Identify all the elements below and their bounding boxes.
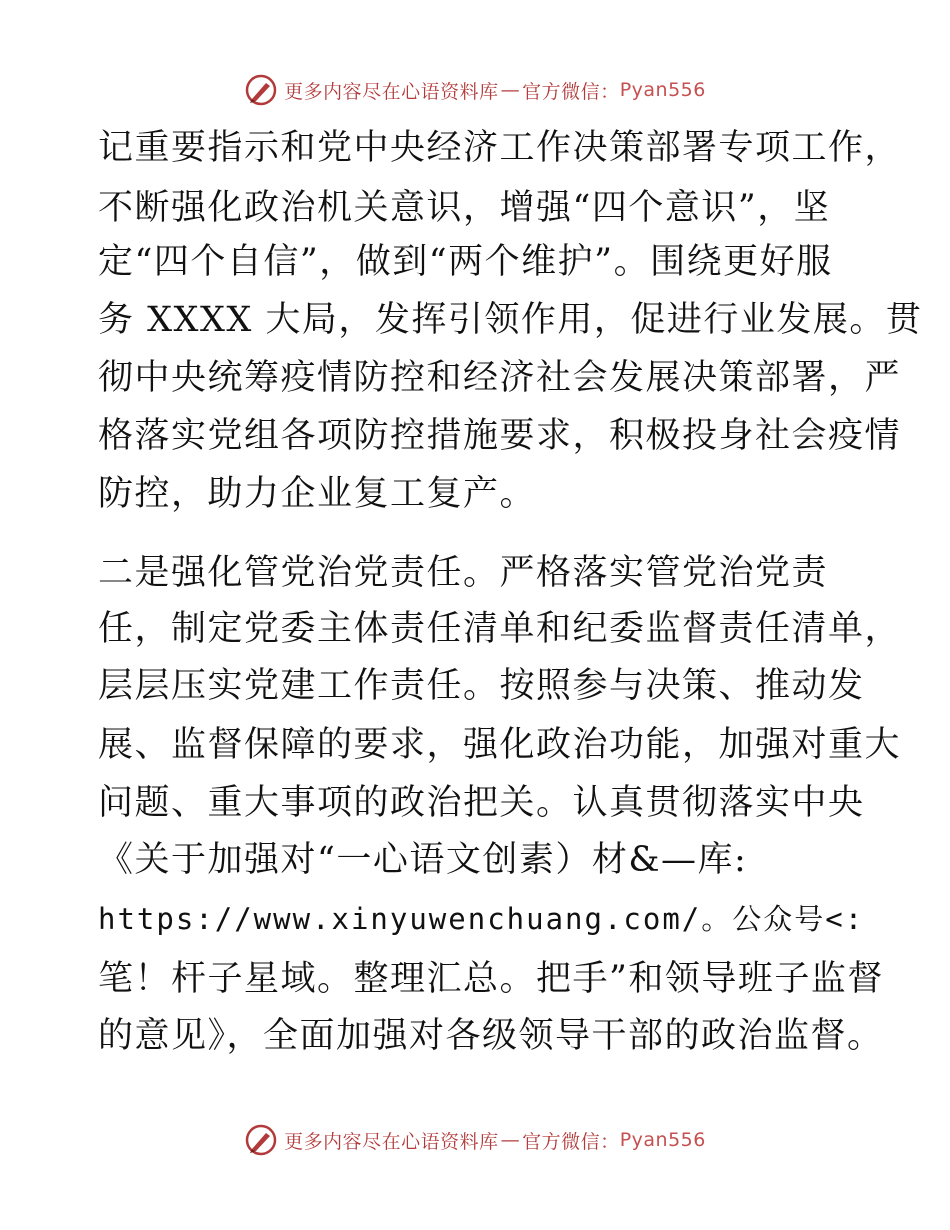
- text-line: 问题、重大事项的政治把关。认真贯彻落实中央: [98, 783, 865, 823]
- text-line: 防控，助力企业复工复产。: [98, 474, 537, 514]
- watermark-dash: —: [500, 1129, 521, 1151]
- watermark-main-text: 更多内容尽在心语资料库: [284, 80, 499, 103]
- watermark-dash: —: [500, 79, 521, 101]
- pen-logo-icon: [244, 73, 278, 107]
- text-line: 层层压实党建工作责任。按照参与决策、推动发: [98, 666, 865, 706]
- text-line: 的意见》，全面加强对各级领导干部的政治监督。: [98, 1016, 884, 1056]
- pen-logo-icon: [244, 1123, 278, 1157]
- watermark-wechat-id: Pyan556: [619, 1129, 706, 1151]
- text-line: 记重要指示和党中央经济工作决策部署专项工作，: [98, 128, 902, 168]
- url-text-line: https://www.xinyuwenchuang.com/。公众号<:: [98, 902, 865, 936]
- text-line: 定“四个自信”，做到“两个维护”。围绕更好服: [98, 242, 833, 282]
- text-line: 务 XXXX 大局，发挥引领作用，促进行业发展。贯: [98, 300, 923, 340]
- text-line: 任，制定党委主体责任清单和纪委监督责任清单，: [98, 609, 902, 649]
- footer-watermark: [0, 1120, 950, 1160]
- text-line: 不断强化政治机关意识，增强“四个意识”，坚: [98, 188, 831, 228]
- text-line: 格落实党组各项防控措施要求，积极投身社会疫情: [98, 416, 902, 456]
- header-watermark: [0, 70, 950, 110]
- text-line: 《关于加强对“一心语文创素）材&—库:: [98, 840, 748, 880]
- watermark-main-text: 更多内容尽在心语资料库: [284, 1130, 499, 1153]
- watermark-wechat-id: Pyan556: [619, 79, 706, 101]
- text-line: 展、监督保障的要求，强化政治功能，加强对重大: [98, 725, 902, 765]
- text-line: 笔！杆子星域。整理汇总。把手”和领导班子监督: [98, 959, 884, 999]
- text-line: 彻中央统筹疫情防控和经济社会发展决策部署，严: [98, 358, 902, 398]
- watermark-wechat-label: 官方微信：: [522, 1130, 620, 1153]
- text-line: 二是强化管党治党责任。严格落实管党治党责: [98, 553, 829, 593]
- watermark-wechat-label: 官方微信：: [522, 80, 620, 103]
